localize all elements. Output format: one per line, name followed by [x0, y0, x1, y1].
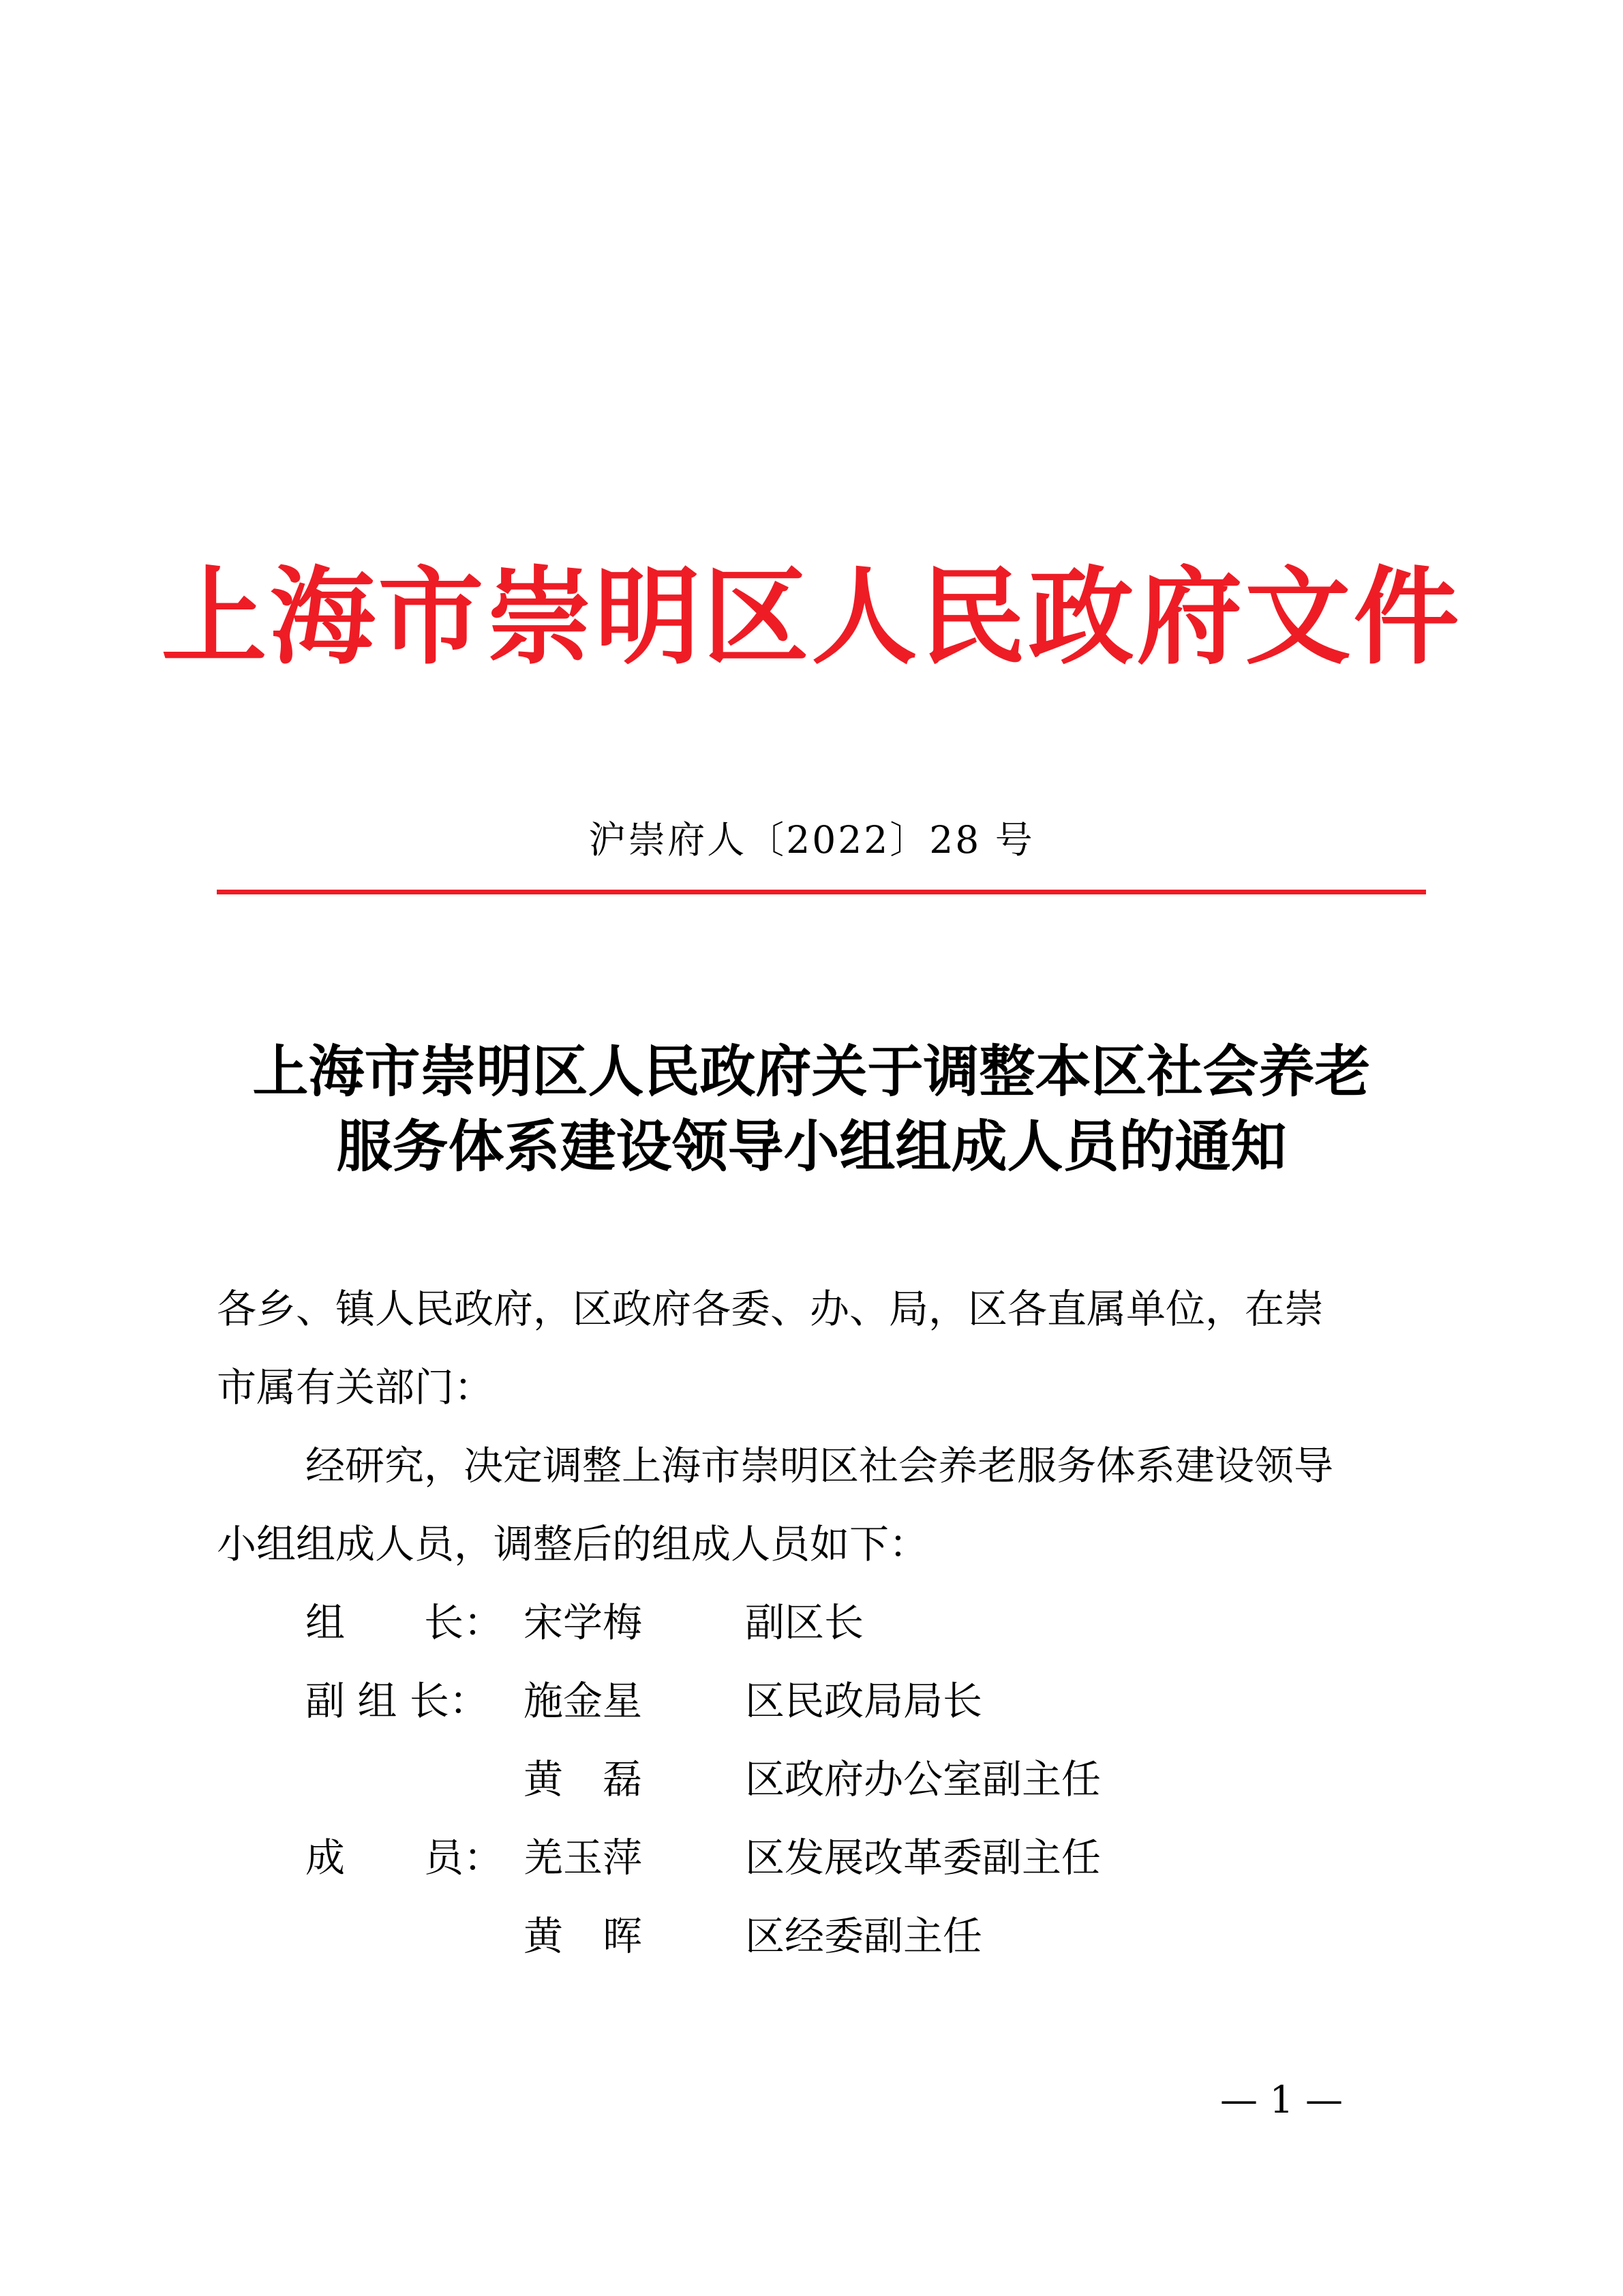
notice-title-line-1: 上海市崇明区人民政府关于调整本区社会养老 — [252, 1039, 1371, 1104]
page-number: — 1 — — [1220, 2078, 1343, 2121]
salutation-line-1: 各乡、镇人民政府，区政府各委、办、局，区各直属单位，在崇 — [217, 1286, 1324, 1332]
paragraph-1-line-2: 小组组成人员，调整后的组成人员如下： — [217, 1521, 929, 1567]
member-name: 羌玉萍 — [524, 1834, 643, 1881]
paragraph-1-line-1: 经研究，决定调整上海市崇明区社会养老服务体系建设领导 — [305, 1442, 1334, 1489]
red-divider-line — [217, 890, 1426, 894]
document-header-title: 上海市崇明区人民政府文件 — [161, 554, 1462, 679]
member-position: 区政府办公室副主任 — [745, 1756, 1102, 1802]
member-name: 施金星 — [524, 1678, 643, 1724]
member-position: 区民政局局长 — [745, 1678, 983, 1724]
notice-title-line-2: 服务体系建设领导小组组成人员的通知 — [336, 1114, 1287, 1179]
member-role: 组 长： — [305, 1599, 504, 1646]
member-position: 区经委副主任 — [745, 1913, 983, 1959]
member-role: 成 员： — [305, 1834, 504, 1881]
member-name: 宋学梅 — [524, 1599, 643, 1646]
member-name: 黄 磊 — [524, 1756, 643, 1802]
member-name: 黄 晖 — [524, 1913, 643, 1959]
member-role: 副 组 长： — [305, 1678, 489, 1724]
member-position: 区发展改革委副主任 — [745, 1834, 1102, 1881]
member-position: 副区长 — [745, 1599, 864, 1646]
document-number: 沪崇府人〔2022〕28 号 — [588, 818, 1035, 862]
salutation-line-2: 市属有关部门： — [217, 1364, 494, 1410]
